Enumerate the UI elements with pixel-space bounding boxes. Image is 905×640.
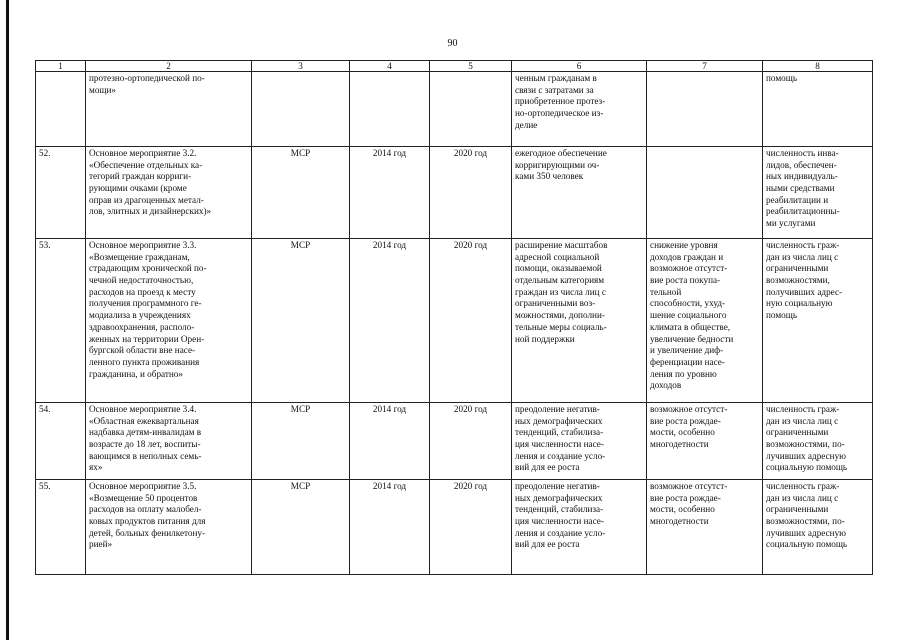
header-col-6: 6 [512,61,647,72]
related-indicators [763,403,873,480]
header-col-2: 2 [86,61,252,72]
expected-result [512,403,647,480]
header-col-1: 1 [36,61,86,72]
activity-name-text: Основное мероприятие 3.3. «Возмещение гражданам, страдающим хронической по- чечной недостаточностью, расходов на проезд к месту получения программного ге- модиализа в учреждениях здравоохранения, располо- женных на территории Орен- бургской области вне насе- ленного пункта проживания гражданина, и обратно» [89,240,207,379]
expected-result-text: преодоление негатив- ных демографических тенденций, стабилиза- ция численности насе- ления и создание усло- вий для ее роста [515,404,606,473]
activity-name-text: Основное мероприятие 3.2. «Обеспечение отдельных ка- тегорий граждан корриги- рующими очками (кроме оправ из драгоценных метал- лов, элитных и дизайнерских)» [89,148,212,217]
expected-result-text: ежегодное обеспечение корригирующими оч- ками 350 человек [515,148,607,182]
end-year: 2020 год [430,403,512,480]
page-number: 90 [447,38,458,49]
activity-name [86,239,252,403]
activities-table [35,60,873,575]
activity-name [86,147,252,239]
row-number: 53. [36,239,86,403]
expected-result-text: ченным гражданам в связи с затратами за приобретенное протез- но-ортопедическое из- делие [515,73,606,130]
end-year [430,72,512,147]
start-year [350,72,430,147]
header-col-7: 7 [647,61,763,72]
start-year: 2014 год [350,403,430,480]
expected-result-text: преодоление негатив- ных демографических тенденций, стабилиза- ция численности насе- ления и создание усло- вий для ее роста [515,481,606,550]
expected-result-text: расширение масштабов адресной социальной помощи, оказываемой отдельным категориям граждан из числа лиц с ограниченными воз- можностями, дополни- тельные меры социаль- ной поддержки [515,240,608,344]
non-implementation-consequences [647,239,763,403]
row-number: 54. [36,403,86,480]
related-indicators [763,72,873,147]
related-indicators [763,147,873,239]
table-row [36,239,873,403]
executor: МСР [252,480,350,575]
related-indicators [763,480,873,575]
indicators-text: численность граж- дан из числа лиц с ограниченными возможностями, получивших адрес- ную социальную помощь [766,240,843,321]
header-col-4: 4 [350,61,430,72]
end-year: 2020 год [430,147,512,239]
consequences-text: возможное отсутст- вие роста рождае- мости, особенно многодетности [650,481,728,527]
indicators-text: численность граж- дан из числа лиц с ограниченными возможностями, по- лучивших адресную социальную помощь [766,481,848,550]
expected-result [512,480,647,575]
end-year: 2020 год [430,480,512,575]
non-implementation-consequences [647,72,763,147]
start-year: 2014 год [350,239,430,403]
related-indicators [763,239,873,403]
left-margin-bar [6,0,9,640]
header-col-3: 3 [252,61,350,72]
non-implementation-consequences [647,480,763,575]
table-row [36,403,873,480]
non-implementation-consequences [647,147,763,239]
row-number: 55. [36,480,86,575]
activity-name [86,72,252,147]
row-number: 52. [36,147,86,239]
consequences-text: возможное отсутст- вие роста рождае- мости, особенно многодетности [650,404,728,450]
table-row [36,147,873,239]
executor [252,72,350,147]
row-number [36,72,86,147]
end-year: 2020 год [430,239,512,403]
expected-result [512,147,647,239]
non-implementation-consequences [647,403,763,480]
table-row [36,480,873,575]
header-col-8: 8 [763,61,873,72]
indicators-text: численность граж- дан из числа лиц с ограниченными возможностями, по- лучивших адресную социальную помощь [766,404,848,473]
activity-name-text: Основное мероприятие 3.5. «Возмещение 50 процентов расходов на оплату малобел- ковых продуктов питания для детей, больных фенилкетону- рией» [89,481,206,550]
start-year: 2014 год [350,147,430,239]
indicators-text: численность инва- лидов, обеспечен- ных индивидуаль- ными средствами реабилитации и реабилитационны- ми услугами [766,148,840,229]
activity-name-text: Основное мероприятие 3.4. «Областная ежеквартальная надбавка детям-инвалидам в возрасте до 18 лет, воспиты- вающимся в неполных семь- ях» [89,404,202,473]
start-year: 2014 год [350,480,430,575]
expected-result [512,239,647,403]
header-col-5: 5 [430,61,512,72]
activity-name-text: протезно-ортопедической по- мощи» [89,73,205,95]
header-row [36,61,873,72]
executor: МСР [252,403,350,480]
activity-name [86,403,252,480]
executor: МСР [252,239,350,403]
expected-result [512,72,647,147]
indicators-text: помощь [766,73,798,83]
executor: МСР [252,147,350,239]
table-row [36,72,873,147]
activity-name [86,480,252,575]
consequences-text: снижение уровня доходов граждан и возможное отсутст- вие роста покупа- тельной способности, ухуд- шение социального климата в обществе, увеличение бедности и увеличение диф- ференциации насе- ления по уровню доходов [650,240,734,391]
